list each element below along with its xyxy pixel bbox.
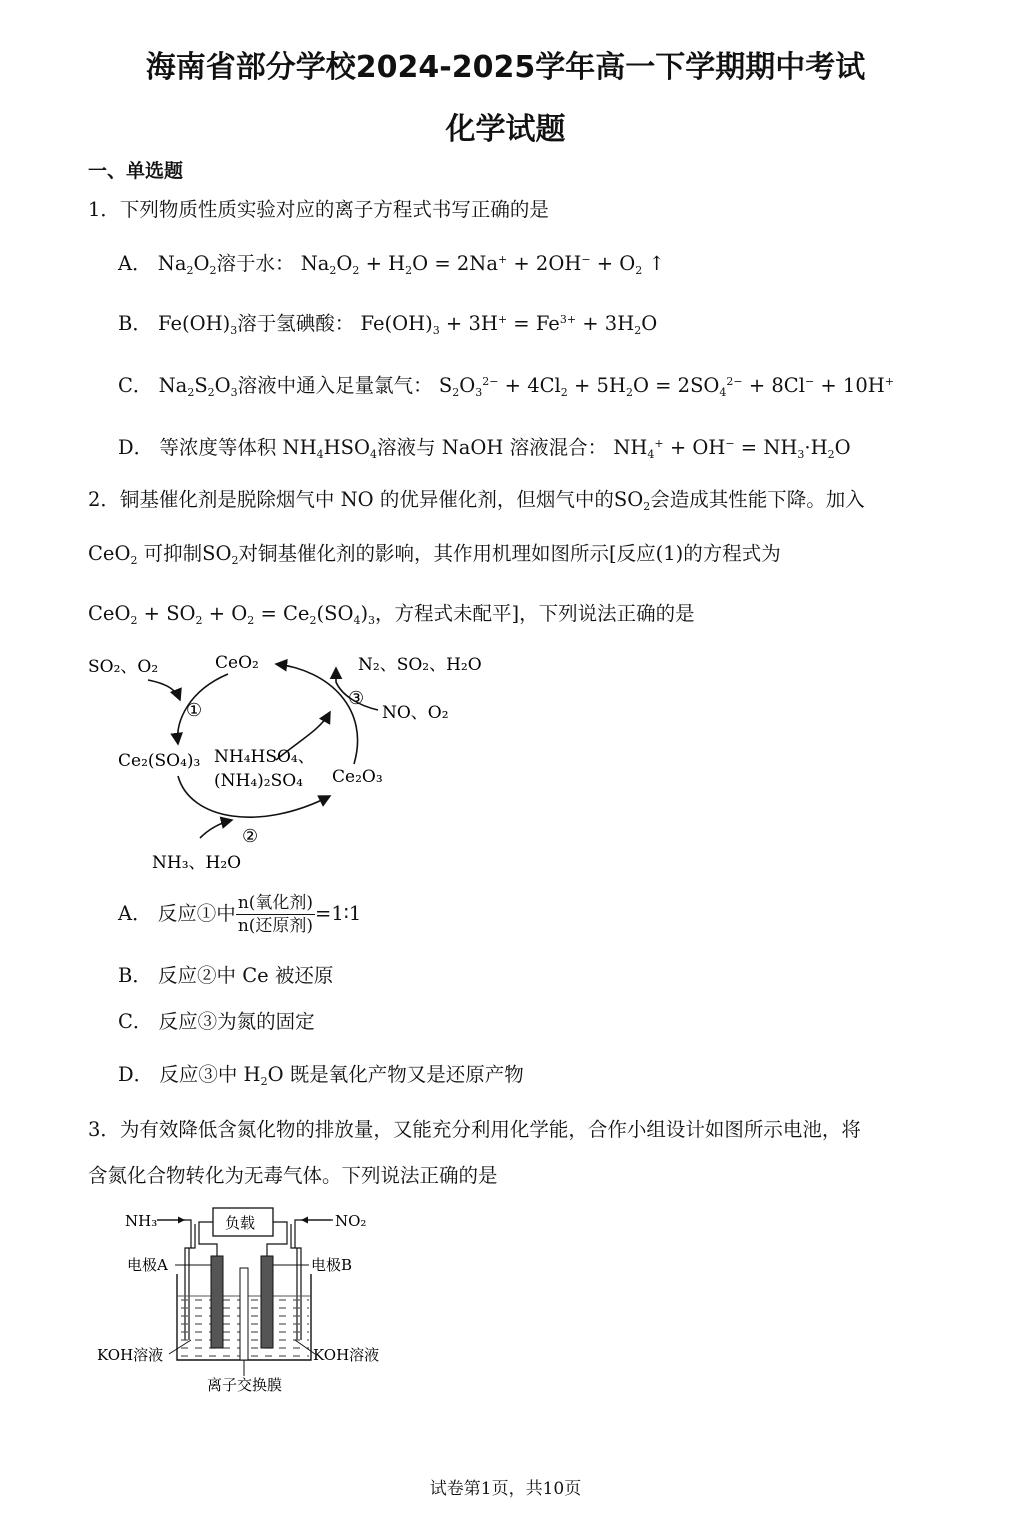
q1-option-a: A． $Na_2O_2$溶于水： $Na_2O_2 + H_2O = 2Na^+ + 2OH^- + O_2$ ↑ xyxy=(118,252,665,277)
arrow-reaction-1 xyxy=(178,674,228,744)
section-heading: 一、单选题 xyxy=(88,160,184,182)
diagram1-output-n2-so2-h2o: N₂、SO₂、H₂O xyxy=(358,655,482,675)
page-footer: 试卷第1页，共10页 xyxy=(429,1479,582,1499)
membrane-label: 离子交换膜 xyxy=(207,1376,283,1394)
q2-option-a: A． 反应①中 $\frac{\text{n(氧化剂)}}{\text{n(还原剂)}}$ =1∶1 xyxy=(118,893,362,936)
q1-option-c: C． $Na_2S_2O_3$溶液中通入足量氯气： $S_2O_3^{2-} + 4Cl_2 + 5H_2O = 2SO_4^{2-} + 8Cl^- + 10H^+$ xyxy=(118,374,894,399)
q1-option-b: B． $Fe(OH)_3$溶于氢碘酸： $Fe(OH)_3 + 3H^+ = Fe^{3+} + 3H_2O$ xyxy=(118,312,658,337)
arrow-so2-o2-in xyxy=(148,680,180,700)
mechanism-diagram xyxy=(80,640,520,890)
electrode-a-label: 电极A xyxy=(127,1256,168,1274)
ratio-fraction: $\frac{\text{n(氧化剂)}}{\text{n(还原剂)}}$ xyxy=(237,893,314,936)
koh-right-label: KOH溶液 xyxy=(313,1346,380,1364)
diagram1-ceo2: CeO₂ xyxy=(215,653,259,673)
q2-option-c: C． 反应③为氮的固定 xyxy=(118,1010,315,1033)
question-2-line-2: CeO$_2$ 可抑制$SO_2$对铜基催化剂的影响，其作用机理如图所示[反应(1)的方程式为 xyxy=(88,542,781,567)
question-3-line-1: 3．为有效降低含氮化物的排放量，又能充分利用化学能，合作小组设计如图所示电池，将 xyxy=(88,1118,861,1141)
reaction-2-marker: ② xyxy=(242,826,259,847)
q2-option-d: D． 反应③中 $H_2O$ 既是氧化产物又是还原产物 xyxy=(118,1063,524,1088)
load-label: 负载 xyxy=(225,1214,256,1232)
diagram1-ce2so43: Ce₂(SO₄)₃ xyxy=(118,751,201,771)
battery-diagram xyxy=(95,1200,395,1400)
nh3-inlet-label: NH₃ xyxy=(125,1212,158,1230)
question-2-line-3: $CeO_2 + SO_2 + O_2 = Ce_2(SO_4)_3$，方程式未配平]，下列说法正确的是 xyxy=(88,602,695,627)
question-1-stem: 1．下列物质性质实验对应的离子方程式书写正确的是 xyxy=(88,198,549,221)
question-3-line-2: 含氮化合物转化为无毒气体。下列说法正确的是 xyxy=(88,1164,498,1187)
koh-left-label: KOH溶液 xyxy=(97,1346,164,1364)
diagram1-ce2o3: Ce₂O₃ xyxy=(332,767,383,787)
electrode-b xyxy=(261,1256,273,1348)
q1-option-d: D． 等浓度等体积 $NH_4HSO_4$溶液与 NaOH 溶液混合： $NH_4^+ + OH^- = NH_3\cdot H_2O$ xyxy=(118,436,851,461)
diagram1-input-so2-o2: SO₂、O₂ xyxy=(88,657,159,677)
page-title: 海南省部分学校2024-2025学年高一下学期期中考试 xyxy=(145,50,866,85)
diagram1-nh42so4: (NH₄)₂SO₄ xyxy=(214,771,303,791)
electrode-a xyxy=(211,1256,223,1348)
q2-option-b: B． 反应②中 Ce 被还原 xyxy=(118,964,334,987)
no2-inlet-label: NO₂ xyxy=(335,1212,367,1230)
diagram1-input-no-o2: NO、O₂ xyxy=(382,703,449,723)
arrow-nh3-h2o-in xyxy=(200,820,232,838)
diagram1-input-nh3-h2o: NH₃、H₂O xyxy=(152,853,242,873)
question-2-line-1: 2．铜基催化剂是脱除烟气中 NO 的优异催化剂，但烟气中的$SO_2$会造成其性能下降。加入 xyxy=(88,488,865,513)
page-subtitle: 化学试题 xyxy=(445,112,566,147)
ion-exchange-membrane xyxy=(240,1268,248,1360)
electrode-b-label: 电极B xyxy=(311,1256,353,1274)
reaction-1-marker: ① xyxy=(186,700,203,721)
diagram1-nh4hso4: NH₄HSO₄、 xyxy=(214,747,315,767)
reaction-3-marker: ③ xyxy=(348,688,365,709)
